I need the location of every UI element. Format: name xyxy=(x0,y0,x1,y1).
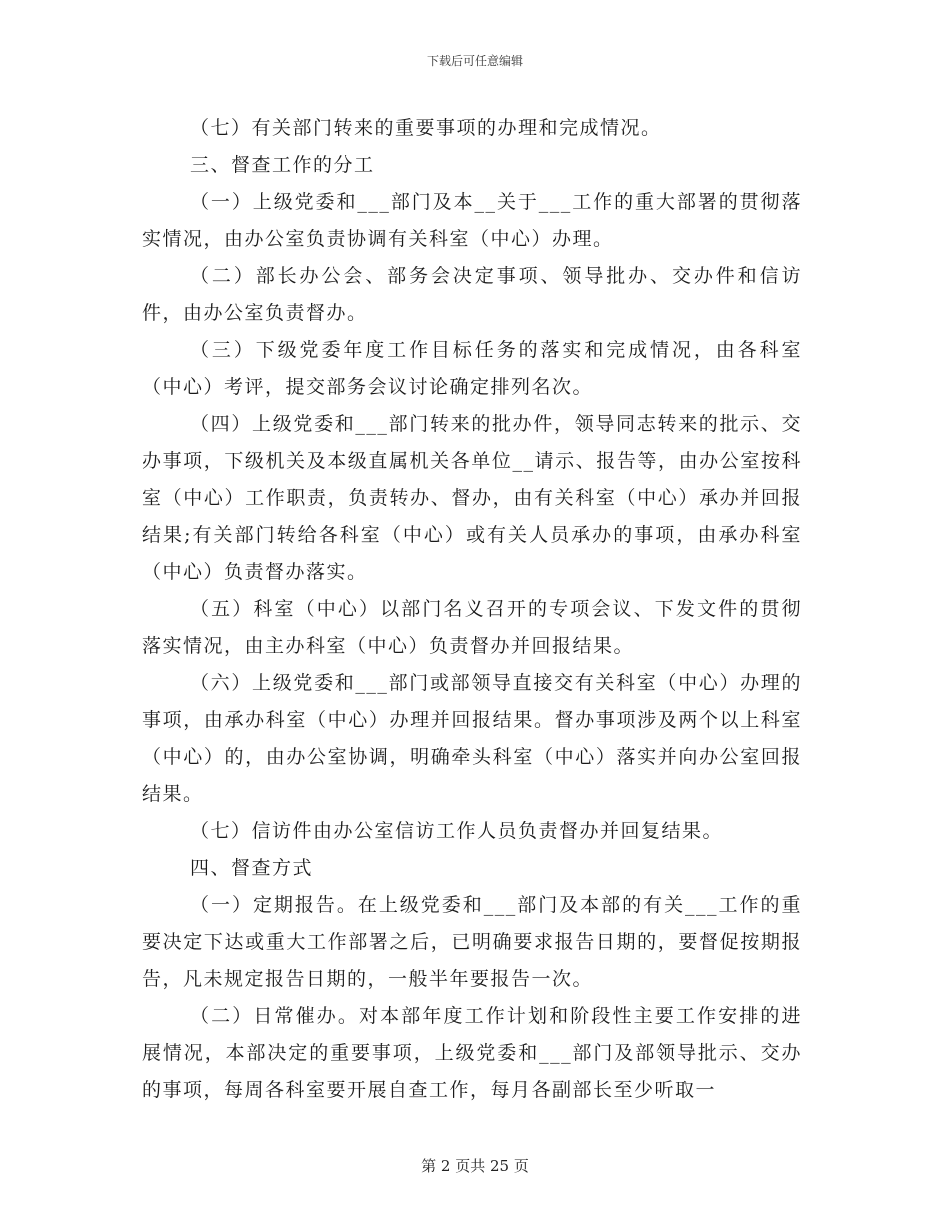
paragraph: （二）部长办公会、部务会决定事项、领导批办、交办件和信访件，由办公室负责督办。 xyxy=(142,265,802,324)
paragraph: （二）日常催办。对本部年度工作计划和阶段性主要工作安排的进展情况，本部决定的重要事项，上级党委和___部门及部领导批示、交办的事项，每周各科室要开展自查工作，每月各副部长至少听取一 xyxy=(142,1005,802,1101)
page-header: 下载后可任意编辑 xyxy=(426,54,523,68)
paragraph: （七）有关部门转来的重要事项的办理和完成情况。 xyxy=(190,117,662,139)
paragraph: （一）上级党委和___部门及本__关于___工作的重大部署的贯彻落实情况，由办公室负责协调有关科室（中心）办理。 xyxy=(142,191,802,250)
paragraph: （五）科室（中心）以部门名义召开的专项会议、下发文件的贯彻落实情况，由主办科室（中心）负责督办并回报结果。 xyxy=(142,598,802,657)
paragraph: （六）上级党委和___部门或部领导直接交有关科室（中心）办理的事项，由承办科室（中心）办理并回报结果。督办事项涉及两个以上科室（中心）的，由办公室协调，明确牵头科室（中心）落实并向办公室回报结果。 xyxy=(142,672,802,805)
section-heading: 三、督查工作的分工 xyxy=(190,154,375,176)
paragraph: （三）下级党委年度工作目标任务的落实和完成情况，由各科室（中心）考评，提交部务会议讨论确定排列名次。 xyxy=(142,339,802,398)
document-body xyxy=(142,110,802,1109)
section-heading: 四、督查方式 xyxy=(190,857,314,879)
paragraph: （七）信访件由办公室信访工作人员负责督办并回复结果。 xyxy=(190,820,724,842)
page-number: 第 2 页共 25 页 xyxy=(421,1157,529,1175)
paragraph: （四）上级党委和___部门转来的批办件，领导同志转来的批示、交办事项，下级机关及本级直属机关各单位__请示、报告等，由办公室按科室（中心）工作职责，负责转办、督办，由有关科室（中心）承办并回报结果;有关部门转给各科室（中心）或有关人员承办的事项，由承办科室（中心）负责督办落实。 xyxy=(142,413,802,583)
paragraph: （一）定期报告。在上级党委和___部门及本部的有关___工作的重要决定下达或重大工作部署之后，已明确要求报告日期的，要督促按期报告，凡未规定报告日期的，一般半年要报告一次。 xyxy=(142,894,802,990)
